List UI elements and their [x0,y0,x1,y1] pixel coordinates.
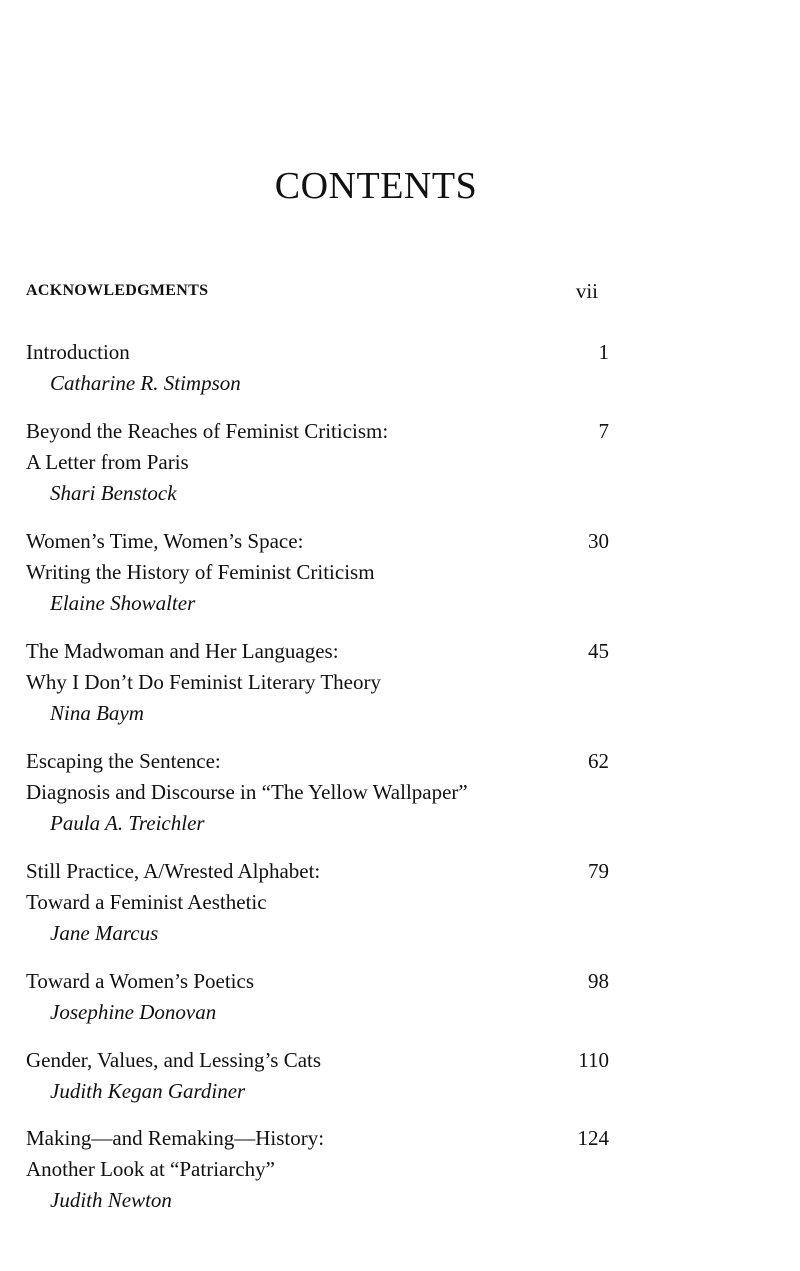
acknowledgments-page-number: vii [575,279,598,303]
toc-entry-introduction[interactable] [26,337,609,399]
toc-entry-womens-poetics[interactable] [26,966,609,1028]
entry-title-line [26,337,609,368]
entry-subtitle: A Letter from Paris [26,450,189,474]
entry-page-number: 1 [598,340,609,364]
entry-author: Elaine Showalter [50,591,196,615]
entry-author: Judith Newton [50,1188,172,1212]
entry-page-number: 79 [588,859,609,883]
entry-title-line [26,1123,609,1154]
entry-title: Making—and Remaking—History: [26,1126,325,1150]
entry-subtitle: Another Look at “Patriarchy” [26,1157,275,1181]
entry-title: Escaping the Sentence: [26,749,221,773]
entry-title-line [26,636,609,667]
entry-title-line [26,966,609,997]
toc-entry-making-and-remaking-history[interactable] [26,1123,609,1216]
entry-author: Shari Benstock [50,481,177,505]
entry-subtitle: Diagnosis and Discourse in “The Yellow Wallpaper” [26,780,468,804]
entry-subtitle: Toward a Feminist Aesthetic [26,890,267,914]
entry-page-number: 62 [588,749,609,773]
entry-page-number: 30 [588,529,609,553]
entry-subtitle: Why I Don’t Do Feminist Literary Theory [26,670,381,694]
entry-title: The Madwoman and Her Languages: [26,639,339,663]
toc-entry-escaping-the-sentence[interactable] [26,746,609,839]
acknowledgments-label: ACKNOWLEDGMENTS [26,282,209,299]
toc-entry-lessings-cats[interactable] [26,1045,609,1107]
toc-entry-madwoman[interactable] [26,636,609,729]
entry-title: Introduction [26,340,130,364]
entry-page-number: 98 [588,969,609,993]
entry-page-number: 7 [598,419,609,443]
entry-title-line [26,746,609,777]
entry-title-line [26,1045,609,1076]
entry-page-number: 124 [577,1126,609,1150]
page-title: CONTENTS [274,165,478,207]
entry-author: Nina Baym [50,701,144,725]
entry-title-line [26,526,609,557]
entry-title: Beyond the Reaches of Feminist Criticism: [26,419,389,443]
entry-author: Paula A. Treichler [50,811,205,835]
toc-entry-womens-time[interactable] [26,526,609,619]
toc-entry-still-practice[interactable] [26,856,609,949]
entry-page-number: 45 [588,639,609,663]
entry-title: Still Practice, A/Wrested Alphabet: [26,859,321,883]
entry-title-line [26,416,609,447]
toc-entry-beyond-the-reaches[interactable] [26,416,609,509]
entry-title: Women’s Time, Women’s Space: [26,529,304,553]
entry-author: Josephine Donovan [50,1000,217,1024]
entry-title-line [26,856,609,887]
entry-page-number: 110 [578,1048,609,1072]
entry-title: Gender, Values, and Lessing’s Cats [26,1048,322,1072]
entry-subtitle: Writing the History of Feminist Criticism [26,560,375,584]
entry-author: Judith Kegan Gardiner [50,1079,246,1103]
entry-author: Jane Marcus [50,921,159,945]
entry-title: Toward a Women’s Poetics [26,969,254,993]
entry-author: Catharine R. Stimpson [50,371,241,395]
